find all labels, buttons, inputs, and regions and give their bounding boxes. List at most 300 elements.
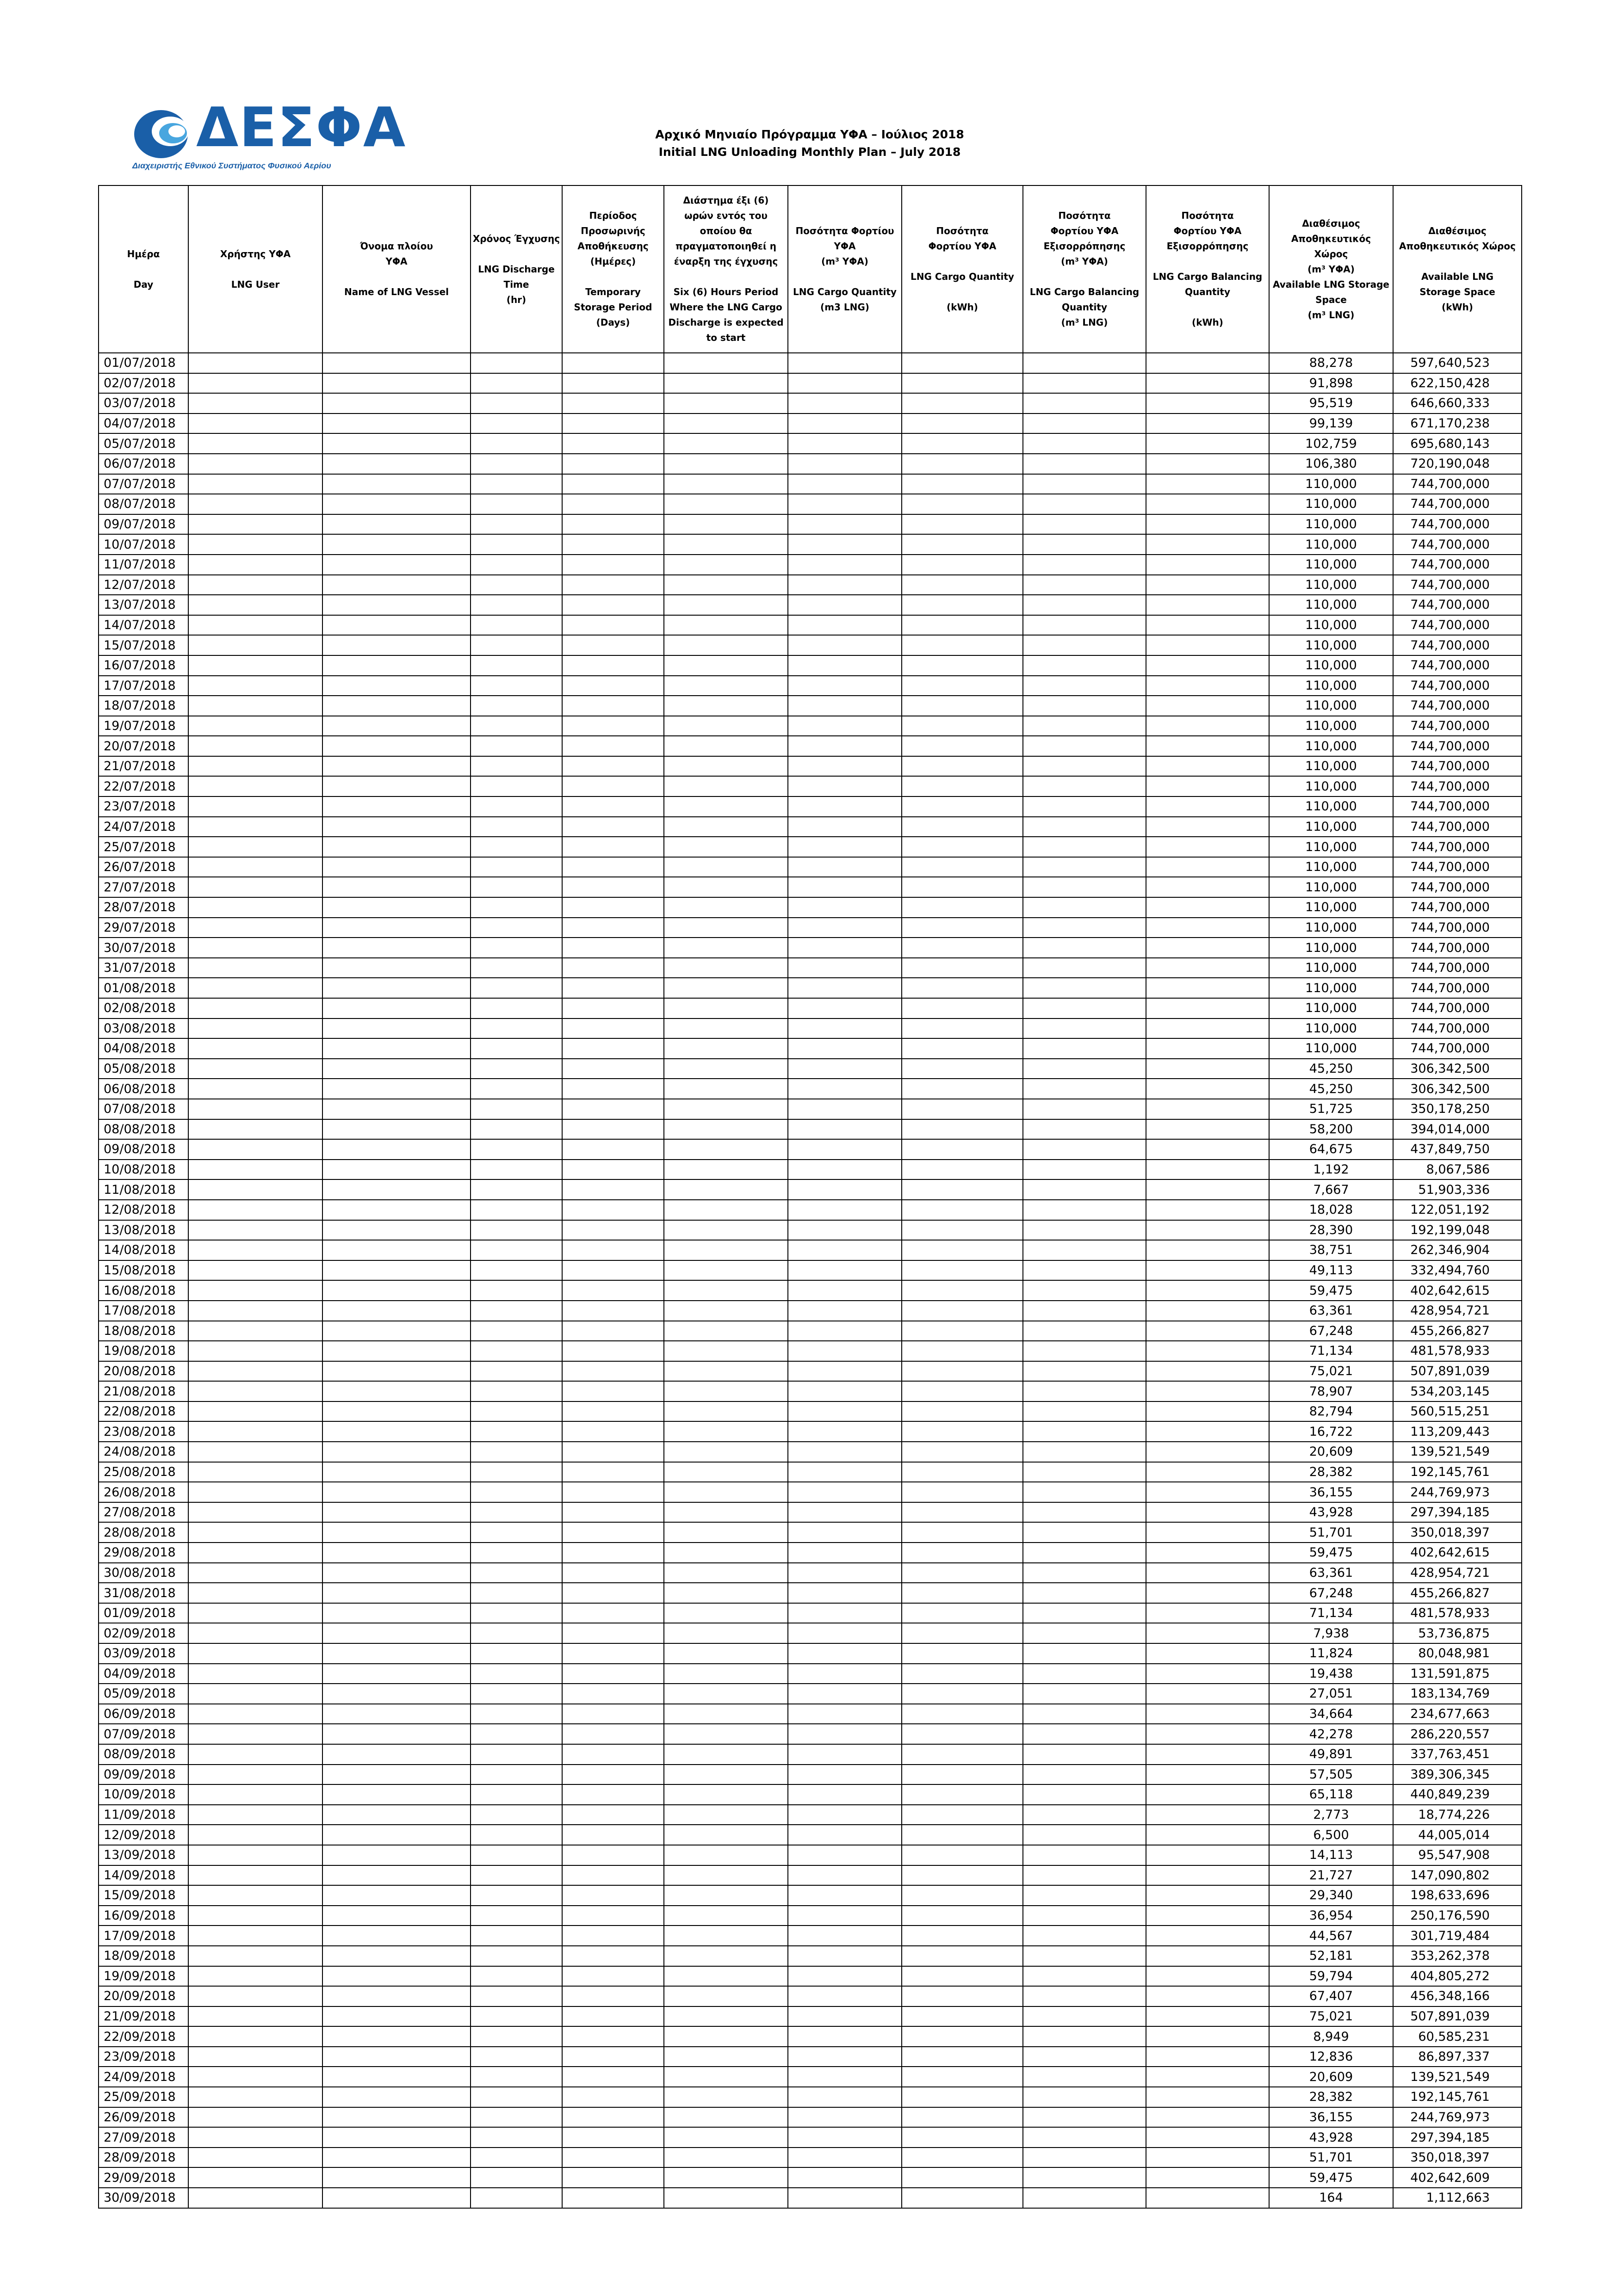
cell-available-storage-m3: 75,021 (1269, 2006, 1393, 2027)
cell-empty (471, 474, 562, 494)
cell-empty (1146, 1522, 1269, 1543)
cell-empty (902, 2087, 1023, 2107)
table-row (99, 1200, 1522, 1220)
cell-empty (788, 1179, 902, 1200)
cell-date: 04/07/2018 (99, 414, 188, 434)
cell-empty (902, 2148, 1023, 2168)
table-row (99, 1139, 1522, 1160)
cell-empty (1146, 2188, 1269, 2208)
cell-empty (1146, 1200, 1269, 1220)
cell-empty (1146, 877, 1269, 897)
cell-empty (188, 2047, 322, 2067)
cell-empty (1023, 1724, 1146, 1744)
cell-empty (562, 1280, 664, 1301)
cell-empty (322, 1401, 471, 1422)
cell-empty (471, 514, 562, 535)
cell-available-storage-m3: 16,722 (1269, 1421, 1393, 1442)
cell-empty (1146, 958, 1269, 978)
cell-empty (471, 414, 562, 434)
cell-empty (471, 716, 562, 736)
cell-empty (1146, 1361, 1269, 1382)
cell-empty (1023, 575, 1146, 595)
cell-empty (188, 1321, 322, 1341)
cell-date: 26/09/2018 (99, 2107, 188, 2128)
cell-empty (471, 1038, 562, 1059)
title-english: Initial LNG Unloading Monthly Plan – July 2018 (658, 145, 961, 159)
cell-empty (902, 1119, 1023, 1140)
cell-date: 06/08/2018 (99, 1079, 188, 1099)
cell-empty (471, 1784, 562, 1805)
cell-empty (664, 1240, 788, 1260)
cell-available-storage-kwh: 234,677,663 (1393, 1704, 1522, 1724)
cell-available-storage-kwh: 744,700,000 (1393, 474, 1522, 494)
cell-empty (471, 1442, 562, 1462)
header-balancing-quantity-kwh: Ποσότητα Φορτίου ΥΦΑ Εξισορρόπησης LNG Cargo Balancing Quantity (kWh) (1146, 185, 1269, 353)
cell-empty (1023, 1825, 1146, 1845)
cell-empty (471, 958, 562, 978)
cell-empty (788, 676, 902, 696)
cell-empty (664, 555, 788, 575)
cell-empty (788, 1421, 902, 1442)
cell-empty (1023, 938, 1146, 958)
cell-date: 09/07/2018 (99, 514, 188, 535)
cell-available-storage-m3: 2,773 (1269, 1805, 1393, 1825)
cell-available-storage-kwh: 8,067,586 (1393, 1160, 1522, 1180)
cell-empty (322, 1018, 471, 1039)
cell-available-storage-m3: 18,028 (1269, 1200, 1393, 1220)
cell-empty (471, 1583, 562, 1603)
table-row (99, 1784, 1522, 1805)
table-row (99, 756, 1522, 777)
cell-empty (471, 655, 562, 676)
table-row (99, 2087, 1522, 2107)
cell-empty (1023, 2067, 1146, 2087)
cell-available-storage-m3: 99,139 (1269, 414, 1393, 434)
table-row (99, 2067, 1522, 2087)
cell-empty (902, 1160, 1023, 1180)
cell-empty (1023, 393, 1146, 414)
cell-empty (1146, 1643, 1269, 1664)
cell-empty (562, 1240, 664, 1260)
cell-empty (788, 1784, 902, 1805)
cell-empty (562, 1522, 664, 1543)
cell-empty (1146, 2107, 1269, 2128)
table-row (99, 414, 1522, 434)
cell-available-storage-m3: 44,567 (1269, 1926, 1393, 1946)
cell-date: 19/08/2018 (99, 1341, 188, 1361)
cell-empty (664, 1421, 788, 1442)
cell-empty (562, 1845, 664, 1865)
cell-date: 09/09/2018 (99, 1765, 188, 1785)
cell-date: 21/09/2018 (99, 2006, 188, 2027)
cell-available-storage-kwh: 60,585,231 (1393, 2026, 1522, 2047)
cell-empty (664, 1482, 788, 1502)
cell-available-storage-kwh: 744,700,000 (1393, 756, 1522, 777)
cell-empty (1023, 1321, 1146, 1341)
cell-date: 11/09/2018 (99, 1805, 188, 1825)
cell-available-storage-kwh: 44,005,014 (1393, 1825, 1522, 1845)
cell-empty (188, 474, 322, 494)
cell-empty (1146, 998, 1269, 1018)
cell-empty (188, 998, 322, 1018)
cell-empty (322, 1280, 471, 1301)
cell-empty (471, 857, 562, 877)
cell-available-storage-m3: 88,278 (1269, 353, 1393, 373)
cell-empty (471, 1885, 562, 1906)
cell-empty (1023, 1341, 1146, 1361)
table-row (99, 1522, 1522, 1543)
cell-empty (664, 1885, 788, 1906)
cell-empty (562, 1805, 664, 1825)
cell-empty (471, 2107, 562, 2128)
cell-empty (1023, 1986, 1146, 2006)
cell-empty (188, 897, 322, 918)
header-discharge-time: Χρόνος Έγχυσης LNG Discharge Time (hr) (471, 185, 562, 353)
cell-empty (1146, 2006, 1269, 2027)
cell-empty (1023, 2148, 1146, 2168)
cell-empty (788, 978, 902, 998)
cell-empty (664, 1845, 788, 1865)
cell-empty (188, 414, 322, 434)
cell-empty (322, 1664, 471, 1684)
table-row (99, 1421, 1522, 1442)
cell-empty (471, 1543, 562, 1563)
cell-available-storage-kwh: 744,700,000 (1393, 635, 1522, 655)
cell-empty (1146, 696, 1269, 716)
cell-available-storage-kwh: 332,494,760 (1393, 1260, 1522, 1281)
cell-empty (788, 2026, 902, 2047)
cell-empty (664, 615, 788, 636)
table-row (99, 1462, 1522, 1482)
header-cargo-quantity-m3: Ποσότητα Φορτίου ΥΦΑ (m³ ΥΦΑ) LNG Cargo Quantity (m3 LNG) (788, 185, 902, 353)
cell-empty (562, 2148, 664, 2168)
cell-empty (788, 1563, 902, 1583)
cell-available-storage-kwh: 744,700,000 (1393, 918, 1522, 938)
cell-empty (1023, 736, 1146, 756)
cell-empty (1023, 1361, 1146, 1382)
cell-available-storage-kwh: 744,700,000 (1393, 494, 1522, 514)
cell-empty (188, 2148, 322, 2168)
cell-empty (322, 2087, 471, 2107)
desfa-swoosh-icon (132, 107, 197, 163)
cell-date: 10/08/2018 (99, 1160, 188, 1180)
cell-date: 20/07/2018 (99, 736, 188, 756)
cell-empty (322, 1784, 471, 1805)
cell-empty (471, 2067, 562, 2087)
table-row (99, 2047, 1522, 2067)
cell-empty (471, 1139, 562, 1160)
cell-available-storage-kwh: 428,954,721 (1393, 1563, 1522, 1583)
cell-empty (471, 1986, 562, 2006)
cell-empty (1023, 1946, 1146, 1966)
cell-empty (902, 1623, 1023, 1643)
cell-date: 19/07/2018 (99, 716, 188, 736)
cell-available-storage-m3: 110,000 (1269, 575, 1393, 595)
cell-empty (902, 1704, 1023, 1724)
cell-empty (471, 1220, 562, 1241)
cell-available-storage-kwh: 622,150,428 (1393, 373, 1522, 394)
cell-empty (1146, 575, 1269, 595)
table-row (99, 1926, 1522, 1946)
cell-empty (471, 1966, 562, 1987)
cell-empty (322, 676, 471, 696)
cell-empty (322, 1623, 471, 1643)
cell-empty (471, 1341, 562, 1361)
table-row (99, 1361, 1522, 1382)
cell-available-storage-kwh: 389,306,345 (1393, 1765, 1522, 1785)
cell-available-storage-m3: 82,794 (1269, 1401, 1393, 1422)
cell-empty (1023, 1885, 1146, 1906)
cell-empty (188, 676, 322, 696)
cell-empty (1023, 2167, 1146, 2188)
cell-empty (471, 2047, 562, 2067)
cell-empty (1023, 877, 1146, 897)
cell-empty (471, 635, 562, 655)
cell-empty (1146, 857, 1269, 877)
cell-date: 19/09/2018 (99, 1966, 188, 1987)
cell-empty (788, 1260, 902, 1281)
cell-empty (188, 514, 322, 535)
cell-available-storage-kwh: 244,769,973 (1393, 2107, 1522, 2128)
cell-empty (188, 555, 322, 575)
table-row (99, 655, 1522, 676)
table-row (99, 1059, 1522, 1079)
cell-empty (664, 1765, 788, 1785)
cell-empty (1023, 1421, 1146, 1442)
table-row (99, 1301, 1522, 1321)
cell-empty (188, 1381, 322, 1401)
cell-empty (1146, 1563, 1269, 1583)
cell-available-storage-kwh: 744,700,000 (1393, 837, 1522, 857)
cell-empty (788, 1724, 902, 1744)
cell-empty (322, 2107, 471, 2128)
cell-empty (1023, 1260, 1146, 1281)
cell-empty (788, 958, 902, 978)
table-row (99, 534, 1522, 555)
table-row (99, 918, 1522, 938)
cell-empty (1023, 1482, 1146, 1502)
cell-date: 20/08/2018 (99, 1361, 188, 1382)
cell-empty (188, 595, 322, 615)
cell-empty (1146, 433, 1269, 454)
cell-empty (664, 1139, 788, 1160)
cell-empty (562, 575, 664, 595)
cell-empty (562, 736, 664, 756)
cell-date: 12/09/2018 (99, 1825, 188, 1845)
cell-empty (471, 676, 562, 696)
cell-date: 29/07/2018 (99, 918, 188, 938)
cell-empty (562, 2188, 664, 2208)
cell-empty (322, 857, 471, 877)
cell-empty (188, 1079, 322, 1099)
cell-empty (664, 433, 788, 454)
cell-empty (1023, 2188, 1146, 2208)
cell-empty (902, 1280, 1023, 1301)
cell-empty (902, 1664, 1023, 1684)
cell-empty (664, 1563, 788, 1583)
cell-empty (664, 1966, 788, 1987)
table-row (99, 716, 1522, 736)
cell-empty (322, 1825, 471, 1845)
cell-empty (188, 1865, 322, 1886)
cell-available-storage-kwh: 350,018,397 (1393, 1522, 1522, 1543)
cell-empty (188, 1966, 322, 1987)
cell-empty (562, 1361, 664, 1382)
cell-empty (1146, 1885, 1269, 1906)
cell-empty (1146, 1179, 1269, 1200)
table-row (99, 676, 1522, 696)
cell-empty (788, 595, 902, 615)
cell-available-storage-kwh: 744,700,000 (1393, 796, 1522, 817)
cell-empty (1146, 837, 1269, 857)
cell-empty (562, 918, 664, 938)
cell-empty (788, 1946, 902, 1966)
cell-empty (664, 2167, 788, 2188)
cell-empty (562, 2026, 664, 2047)
cell-empty (664, 958, 788, 978)
cell-empty (562, 1865, 664, 1886)
cell-empty (188, 1704, 322, 1724)
cell-empty (562, 353, 664, 373)
cell-empty (562, 474, 664, 494)
cell-empty (664, 1583, 788, 1603)
cell-empty (188, 1220, 322, 1241)
cell-empty (788, 1361, 902, 1382)
cell-empty (1023, 1038, 1146, 1059)
cell-empty (1023, 1966, 1146, 1987)
cell-empty (188, 2188, 322, 2208)
cell-empty (902, 1865, 1023, 1886)
cell-empty (188, 2167, 322, 2188)
cell-empty (788, 1301, 902, 1321)
cell-empty (188, 1986, 322, 2006)
cell-empty (471, 776, 562, 796)
cell-empty (788, 373, 902, 394)
cell-empty (322, 938, 471, 958)
cell-empty (1146, 655, 1269, 676)
cell-empty (562, 615, 664, 636)
cell-empty (788, 433, 902, 454)
cell-empty (562, 494, 664, 514)
cell-available-storage-kwh: 744,700,000 (1393, 958, 1522, 978)
cell-empty (788, 1482, 902, 1502)
cell-empty (322, 1341, 471, 1361)
header-vessel-name: Όνομα πλοίου ΥΦΑ Name of LNG Vessel (322, 185, 471, 353)
cell-empty (188, 1684, 322, 1704)
cell-available-storage-m3: 110,000 (1269, 615, 1393, 636)
cell-empty (562, 414, 664, 434)
cell-empty (188, 1522, 322, 1543)
cell-available-storage-m3: 28,382 (1269, 2087, 1393, 2107)
cell-empty (1146, 615, 1269, 636)
cell-empty (471, 796, 562, 817)
cell-empty (664, 756, 788, 777)
cell-empty (471, 555, 562, 575)
table-row (99, 817, 1522, 837)
cell-empty (322, 1522, 471, 1543)
cell-empty (902, 1361, 1023, 1382)
cell-available-storage-m3: 110,000 (1269, 474, 1393, 494)
cell-empty (1023, 1583, 1146, 1603)
cell-empty (664, 776, 788, 796)
cell-empty (788, 1280, 902, 1301)
cell-empty (788, 1079, 902, 1099)
cell-empty (562, 514, 664, 535)
cell-empty (471, 1724, 562, 1744)
cell-empty (1146, 1684, 1269, 1704)
cell-empty (322, 1421, 471, 1442)
cell-empty (664, 918, 788, 938)
cell-available-storage-kwh: 131,591,875 (1393, 1664, 1522, 1684)
cell-available-storage-m3: 12,836 (1269, 2047, 1393, 2067)
cell-empty (322, 1724, 471, 1744)
cell-empty (188, 1765, 322, 1785)
cell-available-storage-kwh: 113,209,443 (1393, 1421, 1522, 1442)
cell-date: 11/08/2018 (99, 1179, 188, 1200)
cell-empty (902, 1139, 1023, 1160)
cell-empty (1146, 1381, 1269, 1401)
cell-empty (322, 635, 471, 655)
cell-available-storage-kwh: 744,700,000 (1393, 555, 1522, 575)
cell-empty (1023, 1765, 1146, 1785)
table-row (99, 1603, 1522, 1623)
cell-empty (188, 776, 322, 796)
cell-date: 01/07/2018 (99, 353, 188, 373)
cell-empty (788, 2067, 902, 2087)
table-row (99, 474, 1522, 494)
cell-empty (562, 2006, 664, 2027)
cell-empty (788, 2006, 902, 2027)
cell-empty (1146, 1321, 1269, 1341)
cell-empty (1146, 1079, 1269, 1099)
cell-empty (788, 1684, 902, 1704)
cell-available-storage-m3: 51,725 (1269, 1099, 1393, 1119)
cell-date: 08/08/2018 (99, 1119, 188, 1140)
cell-empty (1146, 1664, 1269, 1684)
cell-empty (788, 474, 902, 494)
cell-empty (664, 1946, 788, 1966)
cell-empty (322, 1200, 471, 1220)
cell-empty (902, 615, 1023, 636)
cell-available-storage-m3: 110,000 (1269, 837, 1393, 857)
cell-empty (902, 393, 1023, 414)
cell-empty (322, 1906, 471, 1926)
cell-empty (664, 635, 788, 655)
table-row (99, 1744, 1522, 1765)
cell-empty (664, 857, 788, 877)
cell-empty (1146, 494, 1269, 514)
cell-available-storage-kwh: 560,515,251 (1393, 1401, 1522, 1422)
cell-empty (471, 1522, 562, 1543)
cell-empty (562, 373, 664, 394)
table-row (99, 1160, 1522, 1180)
cell-available-storage-kwh: 744,700,000 (1393, 514, 1522, 535)
cell-empty (664, 2127, 788, 2148)
cell-empty (664, 2107, 788, 2128)
table-row (99, 1563, 1522, 1583)
cell-date: 11/07/2018 (99, 555, 188, 575)
cell-empty (471, 1502, 562, 1523)
table-row (99, 635, 1522, 655)
table-row (99, 1906, 1522, 1926)
cell-empty (902, 2067, 1023, 2087)
table-row (99, 1119, 1522, 1140)
table-row (99, 1018, 1522, 1039)
cell-empty (188, 1583, 322, 1603)
cell-empty (664, 837, 788, 857)
cell-empty (322, 1926, 471, 1946)
cell-empty (1146, 1825, 1269, 1845)
